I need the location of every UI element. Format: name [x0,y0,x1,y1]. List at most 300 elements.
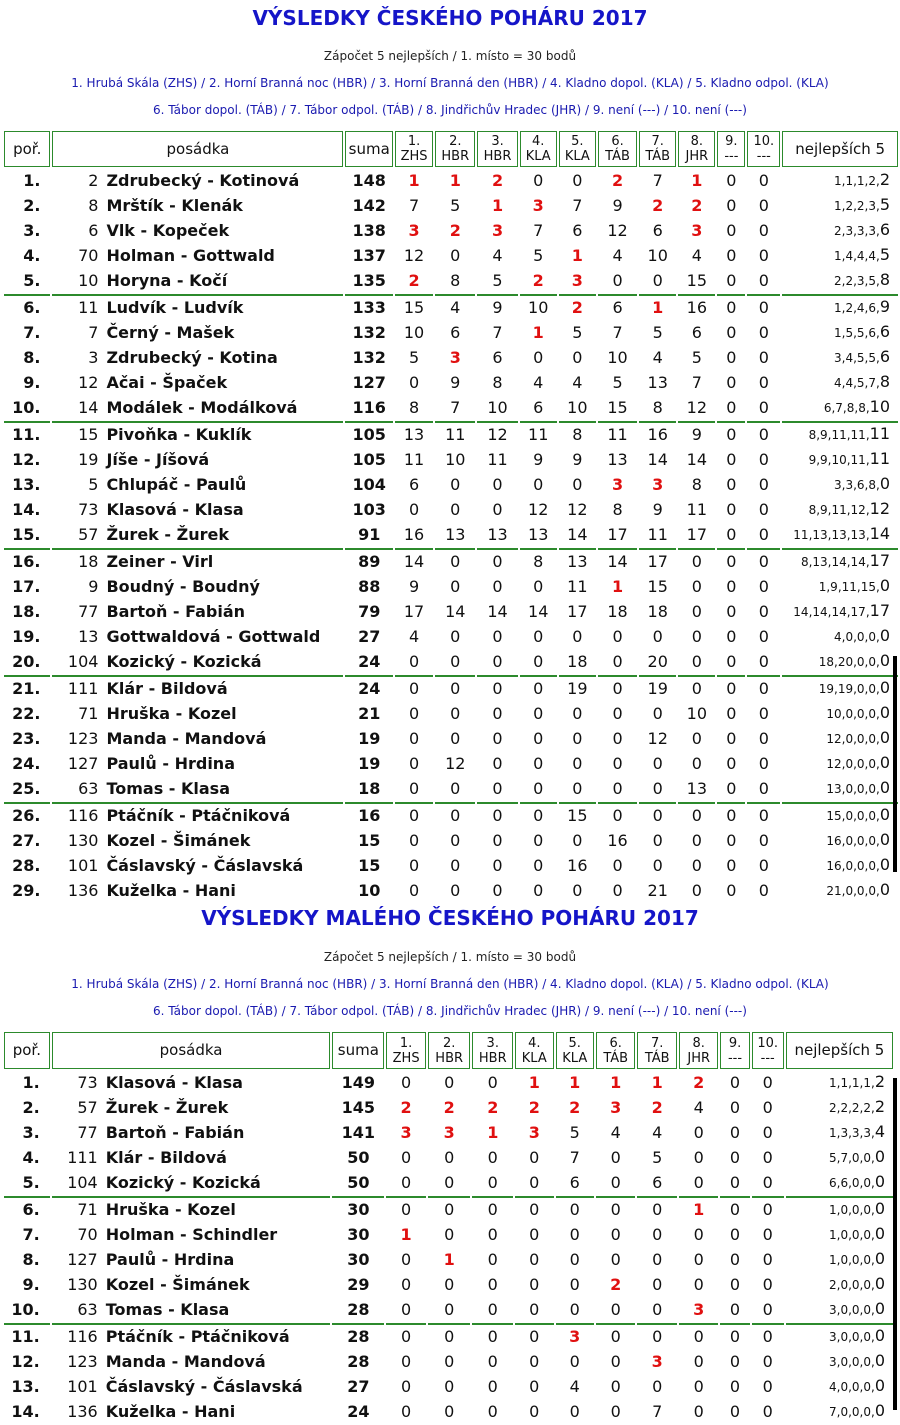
row-best-five [782,879,898,902]
row-race-5-place: 12 [567,500,588,519]
row-best-last: 0 [879,830,890,849]
row-start-number: 19 [78,450,99,469]
row-race-6-place: 0 [598,675,637,700]
header-race-number: 9. [725,134,738,149]
row-start-number: 18 [78,552,99,571]
row-crew [52,1248,331,1271]
row-best-list: 5,7,0,0, [829,1151,875,1165]
header-race-number: 1. [407,134,421,149]
row-best-last: 0 [879,474,890,493]
row-race-6-place: 3 [610,1098,622,1117]
table-row [4,1375,893,1398]
row-position: 2. [23,196,41,215]
row-race-10-place: 0 [758,475,769,494]
row-race-5-place: 4 [569,1377,580,1396]
header-race-2 [435,131,475,167]
header-race-6 [598,131,637,167]
row-race-7-place: 0 [637,1196,677,1221]
row-race-6-place: 10 [607,348,628,367]
row-crew [52,1323,331,1348]
row-crew-name: Klár - Bildová [105,1148,227,1167]
row-best-list: 16,0,0,0, [826,834,880,848]
row-race-9-place: 0 [726,881,737,900]
row-race-3-place: 0 [487,1300,498,1319]
row-crew-name: Manda - Mandová [105,1352,266,1371]
row-crew-name: Žurek - Žurek [105,1098,229,1117]
row-race-1-place: 3 [400,1123,412,1142]
row-race-4-place: 0 [533,652,544,671]
row-race-9-place: 0 [726,704,737,723]
row-race-2-place: 5 [450,196,461,215]
row-race-2-place: 0 [450,831,461,850]
row-start-number: 104 [67,652,99,671]
row-race-7-place: 0 [652,856,663,875]
row-best-five [782,752,898,775]
table-row [4,321,898,344]
row-crew [52,1121,331,1144]
row-sum: 19 [358,729,381,748]
row-best-last: 0 [874,1172,885,1191]
row-race-4-place: 0 [533,627,544,646]
header-race-number: 3. [486,1035,499,1051]
right-edge-bar [893,1078,897,1410]
row-best-list: 6,7,8,8, [823,401,870,415]
row-best-list: 1,0,0,0, [829,1253,875,1267]
section2-races-line2: 6. Tábor dopol. (TÁB) / 7. Tábor odpol. (TÁB) / 8. Jindřichův Hradec (JHR) / 9. není (---) / 10. není (---) [153,1004,747,1018]
row-race-10-place: 0 [758,704,769,723]
header-sum: suma [332,1032,384,1069]
table-row [4,879,898,902]
row-race-2-place: 0 [450,779,461,798]
row-race-7-place: 0 [652,1275,663,1294]
row-best-list: 2,3,3,3, [834,224,880,238]
row-race-7-place: 14 [647,450,668,469]
row-race-1-place: 3 [408,221,420,240]
row-race-3-place: 12 [477,421,517,446]
row-race-6-place: 0 [610,1173,621,1192]
section1-races-line2: 6. Tábor dopol. (TÁB) / 7. Tábor odpol. (TÁB) / 8. Jindřichův Hradec (JHR) / 9. není (---) / 10. není (---) [153,103,747,117]
row-best-last: 0 [879,678,890,697]
row-race-9-place: 0 [726,779,737,798]
row-race-3-place: 0 [492,627,503,646]
row-race-5-place: 0 [572,627,583,646]
table-row [4,802,898,827]
row-crew-name: Kuželka - Hani [106,881,236,900]
row-race-10-place: 0 [762,1173,773,1192]
row-race-10-place: 0 [758,525,769,544]
row-race-4-place: 0 [520,675,557,700]
row-race-8-place: 15 [686,271,708,290]
header-crew: posádka [52,1032,331,1069]
row-race-2-place: 10 [445,450,466,469]
row-crew-name: Tomas - Klasa [105,1300,230,1319]
table-row [4,777,898,800]
row-race-5-place: 14 [567,525,588,544]
row-race-7-place: 0 [652,704,663,723]
row-best-list: 15,0,0,0, [826,809,880,823]
row-crew-name: Čáslavský - Čáslavská [106,856,304,875]
row-race-10-place: 0 [762,1098,773,1117]
header-race-number: 5. [571,134,584,149]
row-best-five [786,1323,893,1348]
row-race-3-place: 13 [487,525,508,544]
row-crew-name: Vlk - Kopeček [106,221,230,240]
row-race-3-place: 0 [492,831,503,850]
table-row [4,219,898,242]
row-race-8-place: 0 [691,831,702,850]
row-best-five [782,727,898,750]
row-start-number: 116 [67,806,99,825]
row-best-five [786,1121,893,1144]
row-race-9-place: 0 [729,1300,741,1319]
row-race-3-place: 1 [487,1123,499,1142]
row-sum: 79 [358,602,381,621]
row-race-6-place: 14 [598,548,637,573]
row-crew [52,1400,331,1423]
row-crew [52,244,343,267]
row-position: 11. [4,421,50,446]
row-start-number: 127 [67,754,99,773]
row-race-3-place: 0 [492,704,503,723]
row-race-2-place: 0 [450,475,461,494]
row-race-6-place: 7 [612,323,623,342]
row-start-number: 71 [78,704,99,723]
row-best-last: 6 [879,322,890,341]
row-best-list: 1,9,11,15, [818,580,880,594]
row-race-8-place: 0 [693,1250,704,1269]
row-race-7-place: 5 [652,1148,663,1167]
row-start-number: 5 [88,475,99,494]
row-race-8-place: 2 [691,196,703,215]
row-race-8-place: 3 [693,1300,705,1319]
row-race-4-place: 0 [515,1196,553,1221]
row-race-7-place: 0 [652,627,663,646]
row-race-9-place: 0 [726,627,737,646]
row-race-1-place: 2 [400,1098,412,1117]
row-race-1-place: 7 [408,196,420,215]
row-best-list: 13,0,0,0, [826,782,880,796]
row-race-4-place: 0 [533,779,544,798]
row-best-list: 1,0,0,0, [829,1228,875,1242]
row-start-number: 12 [78,373,99,392]
row-sum: 127 [352,373,386,392]
row-race-2-place: 0 [450,729,461,748]
row-race-3-place: 0 [472,1323,513,1348]
row-best-list: 18,20,0,0, [818,655,880,669]
row-sum: 91 [358,525,381,544]
row-race-9-place: 0 [717,294,745,319]
row-race-9-place: 0 [726,754,737,773]
header-race-1 [386,1032,426,1069]
row-race-8-place: 13 [686,779,708,798]
row-race-1-place: 16 [403,525,425,544]
row-crew-name: Mrštík - Klenák [106,196,243,215]
header-race-number: 4. [528,1035,541,1051]
row-race-10-place: 0 [758,831,769,850]
row-race-3-place: 0 [492,475,503,494]
header-crew: posádka [52,131,343,167]
row-race-10-place: 0 [747,421,780,446]
row-race-4-place: 7 [533,221,544,240]
row-position: 13. [11,1377,40,1396]
row-crew-name: Ačai - Špaček [106,373,228,392]
row-start-number: 123 [67,729,99,748]
table-row [4,473,898,496]
header-race-number: 7. [651,1035,664,1051]
row-race-10-place: 0 [758,577,769,596]
row-start-number: 104 [67,1173,98,1192]
row-start-number: 130 [67,831,99,850]
row-race-4-place: 0 [515,1323,553,1348]
row-race-4-place: 0 [520,802,557,827]
table-row [4,829,898,852]
row-race-2-place: 0 [444,1073,455,1092]
header-race-number: 7. [651,134,664,149]
row-crew [52,829,343,852]
row-race-1-place: 0 [408,373,420,392]
table-row [4,346,898,369]
row-best-last: 0 [874,1376,885,1395]
row-race-10-place: 0 [762,1073,773,1092]
header-race-5 [559,131,596,167]
row-race-5-place: 7 [572,196,583,215]
row-race-10-place: 0 [758,652,769,671]
header-race-3 [477,131,517,167]
row-race-1-place: 13 [395,421,433,446]
row-sum: 105 [345,421,392,446]
row-best-list: 1,3,3,3, [829,1126,875,1140]
row-race-1-place: 0 [386,1323,426,1348]
row-start-number: 9 [88,577,99,596]
row-position: 3. [23,221,41,240]
row-sum: 103 [352,500,386,519]
row-best-last: 0 [874,1299,885,1318]
header-race-code: HBR [478,1050,507,1066]
row-start-number: 77 [77,1123,98,1142]
row-race-9-place: 0 [726,831,737,850]
row-race-4-place: 0 [529,1377,540,1396]
header-race-code: KLA [564,149,590,164]
row-race-2-place: 11 [435,421,475,446]
header-race-9 [717,131,745,167]
row-race-7-place: 0 [652,779,663,798]
row-sum: 138 [352,221,386,240]
row-crew [52,448,343,471]
header-race-9 [720,1032,749,1069]
row-race-5-place: 0 [572,779,583,798]
row-race-9-place: 0 [729,1073,741,1092]
row-position: 9. [22,1275,40,1294]
row-race-8-place: 17 [686,525,708,544]
header-race-number: 6. [611,134,624,149]
row-crew [52,371,343,394]
header-race-1 [395,131,433,167]
row-start-number: 8 [88,196,99,215]
row-best-list: 3,4,5,5, [834,351,880,365]
row-crew [52,600,343,623]
row-race-4-place: 12 [528,500,549,519]
header-race-number: 2. [442,1035,456,1051]
row-sum: 16 [345,802,392,827]
row-position: 4. [22,1148,40,1167]
row-position: 12. [11,1352,40,1371]
row-start-number: 10 [78,271,99,290]
row-race-3-place: 6 [492,348,503,367]
row-sum: 18 [358,779,381,798]
row-position: 7. [23,323,41,342]
row-race-4-place: 6 [533,398,544,417]
header-race-code: --- [756,149,771,164]
row-race-3-place: 1 [491,196,504,215]
row-crew-name: Hruška - Kozel [106,704,237,723]
row-race-8-place: 0 [678,548,715,573]
row-best-last: 0 [874,1199,885,1218]
row-sum: 21 [358,704,381,723]
row-race-5-place: 0 [572,704,583,723]
row-race-6-place: 0 [596,1323,636,1348]
header-race-code: ZHS [400,149,428,164]
row-race-1-place: 0 [395,675,433,700]
row-race-8-place: 0 [691,652,702,671]
row-race-3-place: 0 [487,1377,498,1396]
row-best-five [782,346,898,369]
row-race-5-place: 1 [569,1073,581,1092]
row-race-5-place: 10 [567,398,588,417]
row-race-5-place: 0 [569,1250,580,1269]
row-race-10-place: 0 [758,754,769,773]
row-race-10-place: 0 [758,323,769,342]
row-best-five [782,396,898,419]
row-race-9-place: 0 [717,421,745,446]
row-race-5-place: 6 [569,1173,580,1192]
row-race-7-place: 17 [639,548,676,573]
row-race-3-place: 0 [487,1173,498,1192]
row-sum: 142 [352,196,386,215]
row-best-five [786,1400,893,1423]
row-start-number: 111 [67,679,99,698]
row-crew-name: Paulů - Hrdina [106,754,235,773]
row-race-2-place: 7 [450,398,461,417]
row-best-last: 14 [869,524,890,543]
header-race-5 [556,1032,594,1069]
row-best-list: 14,14,14,17, [793,605,870,619]
header-race-number: 1. [399,1035,413,1051]
row-crew-name: Čáslavský - Čáslavská [105,1377,303,1396]
row-best-five [782,675,898,700]
row-race-2-place: 4 [435,294,475,319]
row-best-last: 4 [874,1122,885,1141]
row-race-6-place: 0 [612,704,623,723]
row-race-8-place: 14 [686,450,708,469]
row-start-number: 11 [78,298,99,317]
row-best-five [782,294,898,319]
row-race-7-place: 0 [652,1300,663,1319]
row-race-6-place: 0 [610,1352,621,1371]
row-race-3-place: 0 [492,652,503,671]
row-best-last: 0 [874,1326,885,1345]
row-race-7-place: 11 [647,525,668,544]
row-race-2-place: 0 [450,627,461,646]
row-race-1-place: 14 [395,548,433,573]
row-race-6-place: 0 [612,729,623,748]
row-race-7-place: 1 [651,1073,663,1092]
row-race-2-place: 0 [450,577,461,596]
row-race-1-place: 0 [408,779,420,798]
row-race-2-place: 0 [450,246,461,265]
header-race-4 [520,131,557,167]
row-crew [52,219,343,242]
row-race-9-place: 0 [726,525,737,544]
row-race-6-place: 11 [598,421,637,446]
row-start-number: 101 [67,1377,98,1396]
table-row [4,421,898,446]
row-crew-name: Tomas - Klasa [106,779,230,798]
row-crew [52,752,343,775]
row-best-five [782,575,898,598]
table-row [4,169,898,192]
row-crew [52,194,343,217]
row-race-3-place: 2 [487,1098,499,1117]
row-best-five [782,548,898,573]
row-race-1-place: 0 [401,1148,412,1167]
row-race-9-place: 0 [729,1173,741,1192]
section1-title: VÝSLEDKY ČESKÉHO POHÁRU 2017 [252,6,648,30]
row-race-8-place: 12 [686,398,708,417]
row-crew-name: Zdrubecký - Kotinová [106,171,300,190]
row-race-8-place: 5 [691,348,702,367]
row-race-10-place: 0 [758,348,769,367]
row-crew-name: Zeiner - Virl [106,552,214,571]
row-race-9-place: 0 [726,348,737,367]
row-position: 22. [12,704,41,723]
row-sum: 29 [347,1275,370,1294]
row-race-9-place: 0 [726,652,737,671]
row-best-last: 0 [879,651,890,670]
row-start-number: 63 [78,779,99,798]
table-row [4,650,898,673]
row-race-5-place: 6 [572,221,583,240]
row-best-list: 2,2,2,2, [829,1101,875,1115]
row-best-five [782,802,898,827]
row-race-6-place: 1 [610,1073,622,1092]
row-race-6-place: 0 [610,1377,621,1396]
row-race-1-place: 1 [400,1225,412,1244]
row-race-10-place: 0 [758,221,769,240]
row-race-3-place: 0 [492,779,503,798]
row-race-8-place: 16 [678,294,715,319]
row-race-8-place: 11 [686,500,708,519]
row-best-last: 2 [879,170,890,189]
row-best-last: 12 [869,499,890,518]
row-crew [52,1350,331,1373]
header-race-3 [472,1032,513,1069]
row-best-list: 8,9,11,12, [808,503,870,517]
row-position: 5. [23,271,41,290]
row-race-3-place: 0 [487,1250,498,1269]
header-race-10 [747,131,780,167]
row-race-3-place: 0 [492,881,503,900]
row-race-6-place: 12 [607,221,628,240]
row-race-10-place: 0 [762,1377,773,1396]
row-best-last: 5 [879,245,890,264]
row-race-7-place: 2 [651,1098,663,1117]
row-race-2-place: 3 [449,348,461,367]
table-row [4,625,898,648]
row-best-last: 0 [879,576,890,595]
row-race-2-place: 0 [450,881,461,900]
row-best-list: 9,9,10,11, [808,453,870,467]
row-best-list: 4,4,5,7, [834,376,880,390]
